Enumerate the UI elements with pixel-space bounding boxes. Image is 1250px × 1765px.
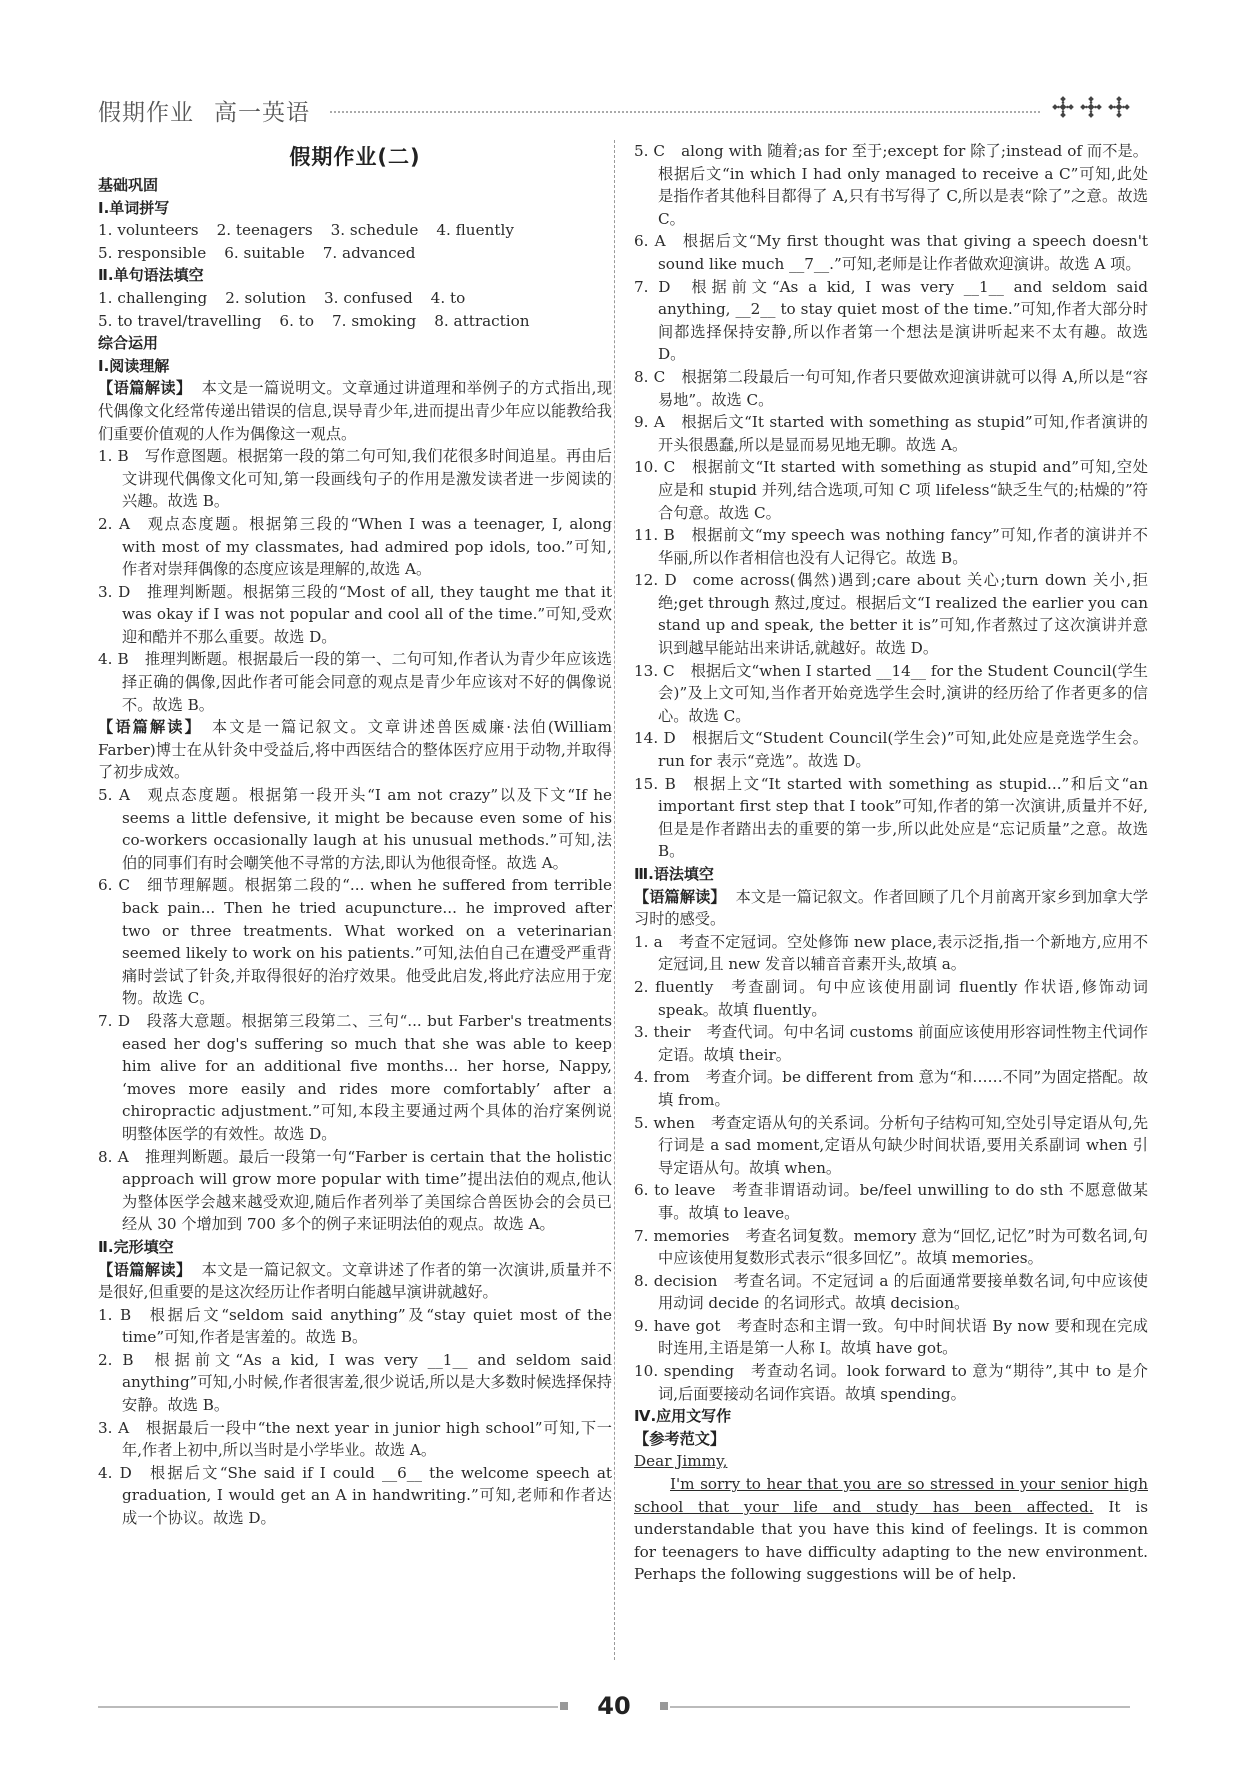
grammar-passage-heading: Ⅲ.语法填空 [634, 865, 714, 883]
column-divider [614, 140, 615, 1660]
answer-item: 2. B 根据前文“As a kid, I was very __1__ and seldom said anything”可知,小时候,作者很害羞,很少说话,所以是大多数时候选择保持安静。故选 B。 [98, 1350, 613, 1415]
page-footer [98, 1692, 1130, 1722]
grammar-fill-answers-row2 [98, 310, 612, 333]
answer-item: 1. B 根据后文“seldom said anything”及“stay quiet most of the time”可知,作者是害羞的。故选 B。 [98, 1305, 612, 1347]
passage-analysis: 【语篇解读】 本文是一篇记叙文。作者回顾了几个月前离开家乡到加拿大学习时的感受。 [634, 887, 1149, 929]
answer: 3. confused [324, 288, 413, 307]
answer: 4. to [430, 288, 466, 307]
book-title: 假期作业 [98, 100, 194, 126]
answer-item: 3. A 根据最后一段中“the next year in junior high school”可知,下一年,作者上初中,所以当时是小学毕业。故选 A。 [98, 1418, 612, 1460]
answer-item: 7. D 段落大意题。根据第三段第二、三句“... but Farber's treatments eased her dog's suffering so much that she was able to keep him alive for an additional five months... her horse, Nappy, ‘moves more easily and rides more comfortably’ after a chiropractic adjustment.”可知,本段主要通过两个具体的治疗案例说明整体医学的有效性。故选 D。 [98, 1011, 612, 1143]
answer-item: 1. a 考查不定冠词。空处修饰 new place,表示泛指,指一个新地方,应用不定冠词,且 new 发音以辅音音素开头,故填 a。 [634, 932, 1149, 974]
sample-essay-tag: 【参考范文】 [634, 1429, 726, 1448]
word-spelling-heading: Ⅰ.单词拼写 [98, 198, 170, 217]
footer-ornament-right [660, 1702, 668, 1710]
answer: 4. fluently [436, 221, 514, 240]
answer-item: 6. A 根据后文“My first thought was that giving a speech doesn't sound like much __7__.”可知,老师是让作者做欢迎演讲。故选 A 项。 [634, 232, 1148, 273]
answer-item: 1. B 写作意图题。根据第一段的第二句可知,我们花很多时间追星。再由后文讲现代偶像文化可知,第一段画线句子的作用是激发读者进一步阅读的兴趣。故选 B。 [98, 447, 612, 511]
answer-item: 9. A 根据后文“It started with something as stupid”可知,作者演讲的开头很愚蠢,所以是显而易见地无聊。故选 A。 [634, 413, 1148, 454]
essay-paragraph [634, 1473, 1148, 1586]
answer-item: 4. from 考查介词。be different from 意为“和……不同”为固定搭配。故填 from。 [634, 1068, 1149, 1109]
subject-title: 高一英语 [214, 100, 310, 126]
answer: 5. responsible [98, 243, 207, 262]
header-title [98, 94, 310, 127]
header-dotted-rule [330, 111, 1040, 113]
answer: 2. solution [225, 288, 307, 307]
answer: 1. challenging [98, 288, 208, 307]
running-header [98, 92, 1130, 128]
answer-item: 14. D 根据后文“Student Council(学生会)”可知,此处应是竞选学生会。run for 表示“竞选”。故选 D。 [634, 729, 1148, 771]
cross-ornament-icon [1108, 96, 1130, 118]
answer-item: 2. A 观点态度题。根据第三段的“When I was a teenager, I, along with most of my classmates, had admired pop idols, too.”可知,作者对崇拜偶像的态度应该是理解的,故选 A。 [98, 514, 612, 579]
essay-body: It is understandable that you have this kind of feelings. It is common for teenagers to have difficulty adapting to the new environment. Perhaps the following suggestions will be of help. [634, 1497, 1148, 1584]
answer-item: 5. C along with 随着;as for 至于;except for 除了;instead of 而不是。根据后文“in which I had only managed to receive a C”可知,此处是指作者其他科目都得了 A,只有书写得了 C,所以是表“除了”之意。故选 C。 [634, 142, 1148, 228]
passage-analysis: 【语篇解读】 本文是一篇记叙文。文章讲述了作者的第一次演讲,质量并不是很好,但重要的是这次经历让作者明白能越早演讲就越好。 [98, 1260, 613, 1302]
answer: 7. advanced [322, 243, 416, 262]
answer-item: 12. D come across(偶然)遇到;care about 关心;turn down 关小,拒绝;get through 熬过,度过。根据后文“I realized the earlier you can stand up and speak, the better it is”可知,作者熬过了这次演讲并意识到越早能站出来讲话,就越好。故选 D。 [634, 571, 1148, 658]
header-ornament [1052, 96, 1130, 118]
answer: 2. teenagers [216, 221, 313, 240]
answer: 1. volunteers [98, 221, 199, 240]
answer-item: 9. have got 考查时态和主谓一致。句中时间状语 By now 要和现在完成时连用,主语是第一人称 I。故填 have got。 [634, 1316, 1148, 1358]
analysis-tag: 【语篇解读】 [98, 379, 192, 398]
answer-item: 15. B 根据上文“It started with something as stupid...”和后文“an important first step that I took”可知,作者的第一次演讲,质量并不好,但是是作者踏出去的重要的第一步,所以此处应是“忘记质量”之意。故选 B。 [634, 774, 1148, 861]
answer-item: 6. to leave 考查非谓语动词。be/feel unwilling to do sth 不愿意做某事。故填 to leave。 [634, 1181, 1148, 1222]
page-number: 40 [597, 1692, 631, 1720]
answer: 8. attraction [434, 311, 530, 330]
analysis-tag: 【语篇解读】 [98, 718, 202, 737]
answer-item: 6. C 细节理解题。根据第二段的“... when he suffered from terrible back pain... Then he tried acupuncture... he improved after two or three treatments. What worked on a veterinarian seemed likely to work on his patients.”可知,法伯自己在遭受严重背痛时尝试了针灸,并取得很好的治疗效果。他受此启发,将此疗法应用于宠物。故选 C。 [98, 876, 612, 1008]
answer: 5. to travel/travelling [98, 311, 262, 330]
reading-heading: Ⅰ.阅读理解 [98, 356, 170, 375]
answer-item: 10. spending 考查动名词。look forward to 意为“期待”,其中 to 是介词,后面要接动名词作宾语。故填 spending。 [634, 1362, 1148, 1403]
answer-item: 8. decision 考查名词。不定冠词 a 的后面通常要接单数名词,句中应该使用动词 decide 的名词形式。故填 decision。 [634, 1271, 1148, 1313]
answer: 6. suitable [224, 243, 305, 262]
answer-item: 3. their 考查代词。句中名词 customs 前面应该使用形容词性物主代词作定语。故填 their。 [634, 1023, 1148, 1064]
answer-item: 4. B 推理判断题。根据最后一段的第一、二句可知,作者认为青少年应该选择正确的偶像,因此作者可能会同意的观点是青少年应该对不好的偶像说不。故选 B。 [98, 650, 612, 714]
passage-analysis: 【语篇解读】 本文是一篇记叙文。文章讲述兽医威廉·法伯(William Farber)博士在从针灸中受益后,将中西医结合的整体医疗应用于动物,并取得了初步成效。 [98, 718, 613, 782]
passage-analysis: 【语篇解读】 本文是一篇说明文。文章通过讲道理和举例子的方式指出,现代偶像文化经常传递出错误的信息,误导青少年,进而提出青少年应以能教给我们重要价值观的人作为偶像这一观点。 [98, 379, 613, 443]
answer-item: 10. C 根据前文“It started with something as stupid and”可知,空处应是和 stupid 并列,结合选项,可知 C 项 lifeless“缺乏生气的;枯燥的”符合句意。故选 C。 [634, 458, 1148, 522]
writing-heading: Ⅳ.应用文写作 [634, 1407, 732, 1426]
answer-item: 2. fluently 考查副词。句中应该使用副词 fluently 作状语,修饰动词 speak。故填 fluently。 [634, 977, 1148, 1019]
cross-ornament-icon [1052, 96, 1074, 118]
answer-item: 8. A 推理判断题。最后一段第一句“Farber is certain that the holistic approach will grow more popular with time”提出法伯的观点,他认为整体医学会越来越受欢迎,随后作者列举了美国综合兽医协会的会员已经从 30 个增加到 700 多个的例子来证明法伯的观点。故选 A。 [98, 1147, 612, 1234]
answer: 3. schedule [330, 221, 419, 240]
essay-underlined-sentence: I'm sorry to hear that you are so stressed in your senior high school that your life and study has been affected. [634, 1475, 1148, 1516]
section-basic-heading: 基础巩固 [98, 176, 159, 194]
footer-rule-right [670, 1706, 1130, 1708]
cloze-heading: Ⅱ.完形填空 [98, 1237, 174, 1256]
right-column [634, 140, 1148, 1586]
section-comprehensive-heading: 综合运用 [98, 334, 159, 353]
analysis-tag: 【语篇解读】 [634, 887, 726, 906]
answer-item: 7. D 根据前文“As a kid, I was very __1__ and seldom said anything, __2__ to stay quiet most of the time.”可知,作者大部分时间都选择保持安静,所以作者第一个想法是演讲听起来不太有趣。故选 D。 [634, 277, 1149, 364]
answer: 7. smoking [332, 311, 417, 330]
word-spelling-answers-row1 [98, 219, 612, 242]
page-title: 假期作业(二) [289, 145, 421, 169]
answer-item: 5. when 考查定语从句的关系词。分析句子结构可知,空处引导定语从句,先行词是 a sad moment,定语从句缺少时间状语,要用关系副词 when 引导定语从句。故填 when。 [634, 1113, 1149, 1177]
answer-item: 3. D 推理判断题。根据第三段的“Most of all, they taught me that it was okay if I was not popular and cool all of the time.”可知,受欢迎和酷并不那么重要。故选 D。 [98, 582, 612, 646]
analysis-tag: 【语篇解读】 [98, 1260, 192, 1279]
answer-item: 8. C 根据第二段最后一句可知,作者只要做欢迎演讲就可以得 A,所以是“容易地”。故选 C。 [634, 367, 1148, 409]
essay-salutation: Dear Jimmy, [634, 1452, 728, 1471]
answer: 6. to [279, 311, 314, 330]
answer-item: 11. B 根据前文“my speech was nothing fancy”可知,作者的演讲并不华丽,所以作者相信也没有人记得它。故选 B。 [634, 526, 1148, 567]
answer-item: 4. D 根据后文“She said if I could __6__ the welcome speech at graduation, I would get an A in handwriting.”可知,老师和作者达成一个协议。故选 D。 [98, 1463, 612, 1528]
answer-item: 7. memories 考查名词复数。memory 意为“回忆,记忆”时为可数名词,句中应该使用复数形式表示“很多回忆”。故填 memories。 [634, 1226, 1148, 1268]
grammar-fill-heading: Ⅱ.单句语法填空 [98, 266, 204, 285]
answer-item: 5. A 观点态度题。根据第一段开头“I am not crazy”以及下文“If he seems a little defensive, it might be because even some of his co-workers occasionally laugh at his unusual methods.”可知,法伯的同事们有时会嘲笑他不寻常的方法,即认为他很奇怪。故选 A。 [98, 786, 612, 872]
left-column [98, 140, 612, 1530]
grammar-fill-answers-row1 [98, 287, 612, 310]
answer-item: 13. C 根据后文“when I started __14__ for the Student Council(学生会)”及上文可知,当作者开始竞选学生会时,演讲的经历给了作者更多的信心。故选 C。 [634, 661, 1148, 725]
cross-ornament-icon [1080, 96, 1102, 118]
word-spelling-answers-row2 [98, 242, 612, 265]
